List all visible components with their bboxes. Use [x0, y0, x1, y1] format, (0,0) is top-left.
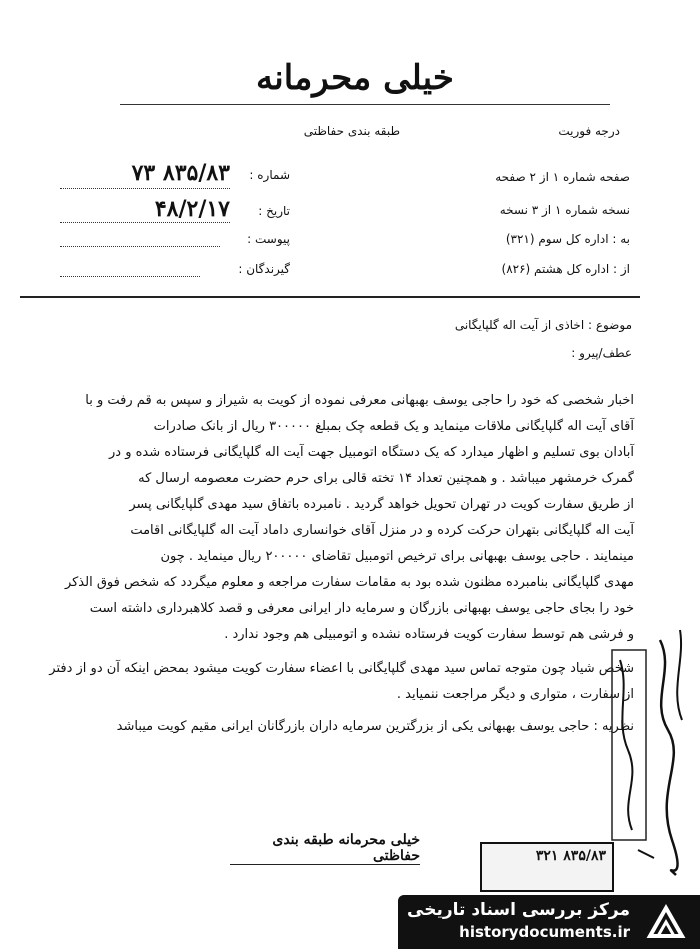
number-label: شماره : [249, 168, 290, 182]
body-line: آیت اله گلپایگانی بتهران حرکت کرده و در منزل آقای خوانساری داماد آیت اله گلپایگانی اقامت [130, 523, 634, 538]
title-underline [120, 104, 610, 105]
body-line: از سفارت ، متواری و دیگر مراجعت ننمیاید . [396, 687, 634, 702]
attachment-dotted-line [60, 246, 220, 247]
number-value: ۸۳۵/۸۳ ۷۳ [131, 160, 230, 186]
reference-line: عطف/پیرو : [571, 346, 632, 360]
body-line: اخبار شخصی که خود را حاجی یوسف بهبهانی معرفی نموده از کویت به شیراز و سپس به قم رفت و با [85, 393, 634, 408]
body-line: شخص شیاد چون متوجه تماس سید مهدی گلپایگانی با اعضاء سفارت کویت میشود بمحض اینکه آن دو از دفتر [49, 661, 634, 676]
document-body [24, 388, 634, 740]
body-line: و فرشی هم توسط سفارت کویت فرستاده نشده و اتومبیلی هم وجود ندارد . [224, 627, 634, 642]
body-line: آبادان بوی تسلیم و اظهار میدارد که یک دستگاه اتومبیل جهت آیت اله گلپایگانی فرستاده شده و در [109, 445, 634, 460]
bottom-classification-stamp: خیلی محرمانه طبقه بندی حفاظتی [230, 832, 420, 865]
body-line: خود را بجای حاجی یوسف بهبهانی بازرگان و سرمایه دار ایرانی معرفی و قصد کلاهبرداری داشته است [89, 601, 634, 616]
body-line: مهدی گلپایگانی بنامبرده مظنون شده بود به مقامات سفارت مراجعه و معلوم میگردد که شخص فوق الذکر [64, 575, 634, 590]
body-line: از طریق سفارت کویت در تهران تحویل خواهد گردید . نامبرده باتفاق سید مهدی گلپایگانی پسر [129, 497, 634, 512]
number-dotted-line [60, 188, 230, 189]
watermark-band [398, 895, 700, 949]
recipients-dotted-line [60, 276, 200, 277]
side-handwritten-stamp [610, 620, 690, 880]
recipients-label: گیرندگان : [238, 262, 290, 276]
date-dotted-line [60, 222, 230, 223]
date-label: تاریخ : [258, 204, 290, 218]
body-line: مینمایند . حاجی یوسف بهبهانی برای ترخیص اتومبیل تقاضای ۲۰۰۰۰۰ ریال مینماید . چون [160, 549, 634, 564]
bottom-number-stamp-text: ۸۳۵/۸۳ ۳۲۱ [535, 848, 606, 864]
from-office-line: از : اداره کل هشتم (۸۲۶) [501, 262, 630, 276]
watermark-org-name: مرکز بررسی اسناد تاریخی [407, 900, 630, 920]
attachment-label: پیوست : [247, 232, 290, 246]
classification-label: طبقه بندی حفاظتی [303, 124, 400, 138]
subject-line: موضوع : اخاذی از آیت اله گلپایگانی [454, 318, 632, 332]
bottom-number-stamp [480, 842, 614, 892]
archive-logo-icon [644, 902, 688, 942]
priority-label: درجه فوریت [558, 124, 620, 138]
header-separator [20, 296, 640, 298]
to-office-line: به : اداره کل سوم (۳۲۱) [505, 232, 630, 246]
body-line: گمرک خرمشهر میباشد . و همچنین تعداد ۱۴ تخته قالی برای حرم حضرت معصومه ارسال که [138, 471, 634, 486]
document-title: خیلی محرمانه [256, 58, 454, 98]
watermark-website: historydocuments.ir [459, 923, 630, 941]
body-line: آقای آیت اله گلپایگانی ملاقات مینماید و یک قطعه چک بمبلغ ۳۰۰۰۰۰ ریال از بانک صادرات [153, 419, 634, 434]
copy-number-line: نسخه شماره ۱ از ۳ نسخه [499, 203, 630, 217]
date-value: ۴۸/۲/۱۷ [154, 196, 230, 222]
body-line: نظریه : حاجی یوسف بهبهانی یکی از بزرگترین سرمایه داران بازرگانان ایرانی مقیم کویت میباشد [116, 719, 634, 734]
page-number-line: صفحه شماره ۱ از ۲ صفحه [495, 170, 630, 184]
